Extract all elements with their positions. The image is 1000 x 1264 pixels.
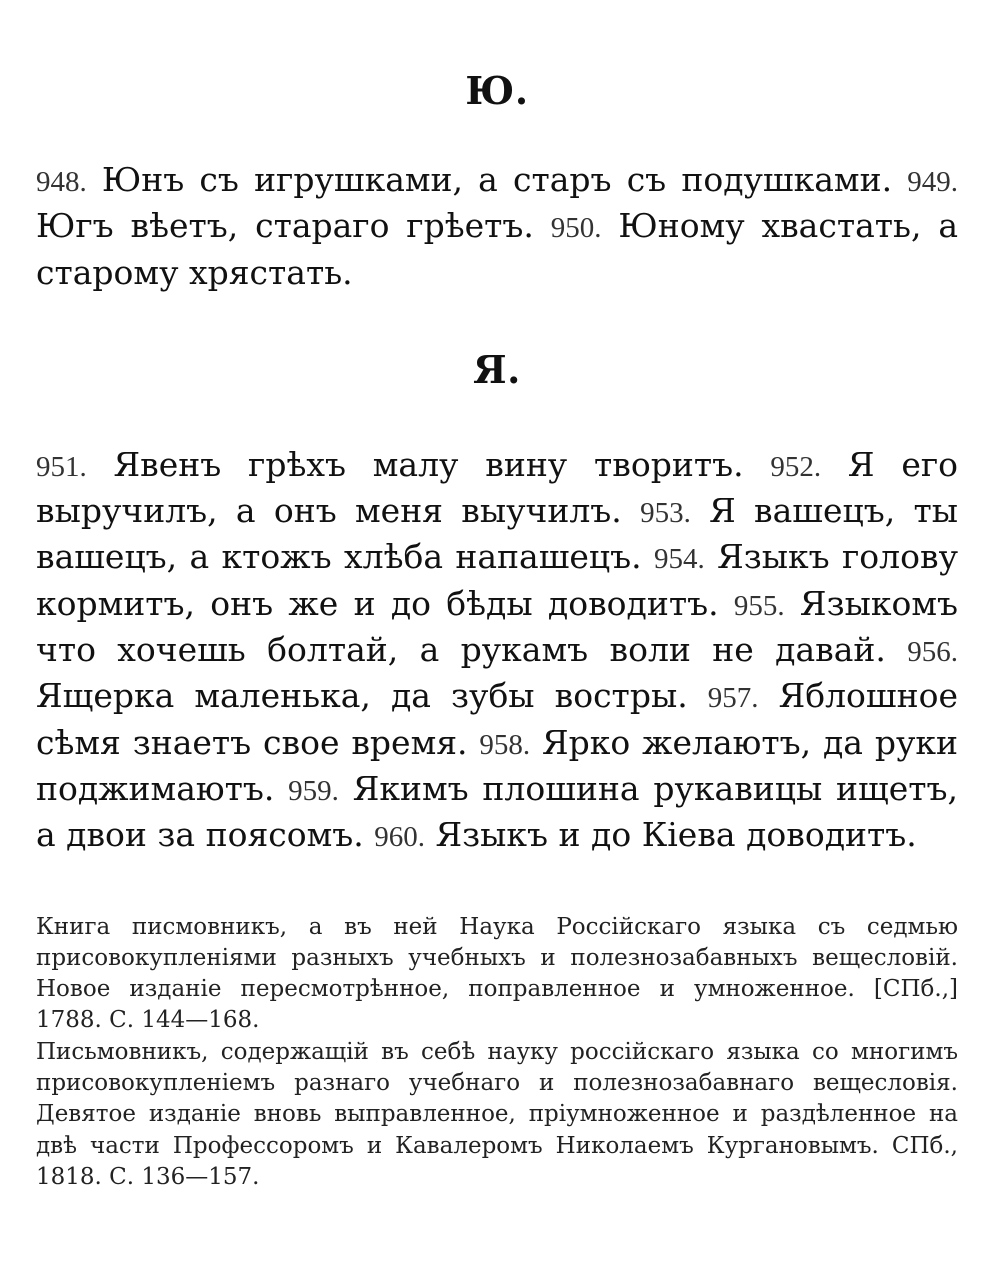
proverb-text: Ящерка маленька, да зубы востры.: [36, 676, 688, 716]
proverb-number: 953.: [640, 497, 691, 530]
proverb-number: 958.: [479, 728, 531, 761]
proverb-number: 955.: [733, 589, 785, 622]
proverb-text: Я его выручилъ, а онъ меня выучилъ.: [36, 444, 959, 531]
proverb-number: 949.: [907, 166, 958, 198]
proverb-text: Яблошное сѣмя знаетъ свое время.: [36, 676, 958, 762]
proverb-text: Явенъ грѣхъ малу вину творитъ.: [113, 444, 744, 484]
proverb-text: Юнъ съ игрушками, а старъ съ подушками.: [101, 160, 893, 199]
proverb-number: 960.: [374, 821, 426, 854]
proverb-number: 957.: [707, 682, 759, 715]
proverb-text: Я вашецъ, ты вашецъ, а ктожъ хлѣба напашецъ.: [36, 491, 958, 577]
proverb-text: Югъ вѣетъ, стараго грѣетъ.: [36, 206, 534, 246]
source-citations: [36, 912, 958, 1194]
proverb-number: 954.: [654, 543, 705, 576]
proverb-number: 952.: [770, 450, 822, 483]
proverb-text: Ярко желаютъ, да руки поджимаютъ.: [36, 722, 958, 808]
section-heading-yu: Ю.: [465, 68, 529, 113]
source-citation: Книга писмовникъ, а въ ней Наука Россійскаго языка съ седмью присовокупленіями разныхъ учебныхъ и полезнозабавныхъ вещесловій. Новое изданіе пересмотрѣнное, поправленное и умноженное. [СПб.,] 1788. С. 144—168.: [36, 913, 958, 1034]
section-heading-ya: Я.: [473, 346, 521, 392]
proverb-number: 956.: [907, 636, 958, 669]
proverb-text: Языкомъ что хочешь болтай, а рукамъ воли не давай.: [36, 583, 958, 670]
proverb-block-ya: [36, 443, 958, 860]
page: [36, 0, 958, 1193]
proverb-text: Языкъ голову кормитъ, онъ же и до бѣды доводитъ.: [36, 537, 958, 623]
proverb-text: Якимъ плошина рукавицы ищетъ, а двои за поясомъ.: [36, 768, 959, 855]
proverb-number: 951.: [36, 450, 87, 483]
source-citation: Письмовникъ, содержащій въ себѣ науку россійскаго языка со многимъ присовокупленіемъ разнаго учебнаго и полезнозабавнаго вещесловія. Девятое изданіе вновь выправленное, пріумноженное и раздѣленное на двѣ части Профессоромъ и Кавалеромъ Николаемъ Кургановымъ. СПб., 1818. С. 136—157.: [36, 1038, 958, 1190]
proverb-number: 950.: [550, 212, 602, 245]
proverb-text: Языкъ и до Кіева доводитъ.: [435, 815, 917, 855]
proverb-block-yu: [36, 158, 958, 295]
proverb-text: Юному хвастать, а старому хрястать.: [36, 206, 958, 292]
proverb-number: 948.: [36, 166, 87, 198]
proverb-number: 959.: [288, 774, 339, 807]
